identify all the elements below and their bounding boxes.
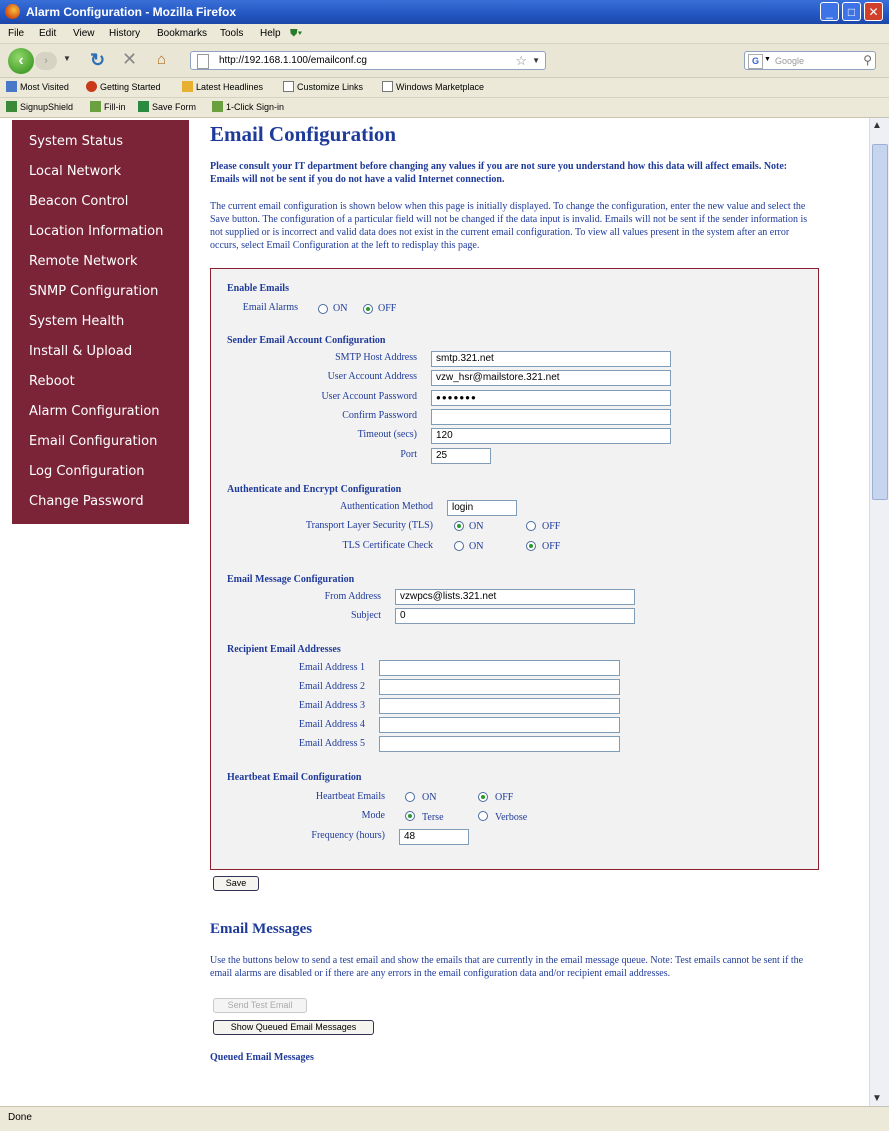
email-messages-text: Use the buttons below to send a test email and show the emails that are currently in the email message queue. Note: Test emails cannot be sent if the email alarms are disabled or if there are any errors in the email configuration data and/or recipient email addresses.: [210, 955, 804, 979]
menu-help[interactable]: Help: [260, 28, 281, 39]
url-bar[interactable]: [190, 51, 546, 70]
email-address-3-label: Email Address 3: [298, 700, 365, 711]
send-test-email-button[interactable]: Send Test Email: [213, 998, 307, 1013]
addon-fill-in[interactable]: Fill-in: [90, 101, 126, 112]
email-address-5-input[interactable]: [379, 736, 620, 752]
nav-local-network[interactable]: Local Network: [29, 164, 122, 179]
forward-button[interactable]: ›: [35, 52, 57, 70]
email-address-2-input[interactable]: [379, 679, 620, 695]
status-bar: [0, 1106, 889, 1131]
page-icon: [382, 81, 393, 92]
maximize-button[interactable]: □: [842, 2, 861, 21]
shield-icon[interactable]: ⛊▾: [290, 28, 303, 39]
home-icon[interactable]: ⌂: [157, 51, 167, 68]
nav-install-upload[interactable]: Install & Upload: [29, 344, 133, 359]
menu-tools[interactable]: Tools: [220, 28, 244, 39]
window-title: Alarm Configuration - Mozilla Firefox: [26, 5, 237, 19]
menu-bar: [0, 24, 889, 44]
subject-input[interactable]: 0: [395, 608, 635, 624]
port-label: Port: [400, 449, 417, 460]
page-icon: [283, 81, 294, 92]
search-icon[interactable]: ⚲: [863, 53, 872, 67]
nav-remote-network[interactable]: Remote Network: [29, 254, 138, 269]
email-alarms-label: Email Alarms: [242, 302, 298, 313]
email-address-4-input[interactable]: [379, 717, 620, 733]
email-alarms-on-label: ON: [333, 303, 348, 314]
page-title: Email Configuration: [210, 122, 397, 146]
tls-on-label: ON: [469, 521, 484, 532]
email-address-1-input[interactable]: [379, 660, 620, 676]
rss-folder-icon: [182, 81, 193, 92]
cert-check-label: TLS Certificate Check: [342, 540, 433, 551]
addon-toolbar: [0, 98, 889, 118]
firefox-icon: [86, 81, 97, 92]
engine-dropdown-icon[interactable]: ▼: [764, 56, 771, 63]
addon-one-click-sign-in[interactable]: 1-Click Sign-in: [212, 101, 284, 112]
email-alarms-on-radio[interactable]: [318, 304, 328, 314]
scroll-up-icon[interactable]: ▲: [872, 120, 882, 131]
heartbeat-emails-label: Heartbeat Emails: [315, 791, 385, 802]
heartbeat-on-label: ON: [422, 792, 437, 803]
timeout-input[interactable]: 120: [431, 428, 671, 444]
bookmark-most-visited[interactable]: Most Visited: [6, 81, 69, 92]
tls-off-radio[interactable]: [526, 521, 536, 531]
warning-text: Please consult your IT department before changing any values if you are not sure you understand how this data will affect emails. Note: Emails will not be sent if you do not have a valid Internet connection.: [210, 161, 788, 185]
page-content: [0, 118, 869, 1106]
mode-label: Mode: [361, 810, 385, 821]
navigation-toolbar: [0, 44, 889, 78]
bookmark-star-icon[interactable]: ☆: [515, 53, 527, 68]
email-alarms-off-radio[interactable]: [363, 304, 373, 314]
heartbeat-on-radio[interactable]: [405, 792, 415, 802]
heartbeat-off-label: OFF: [495, 792, 514, 803]
section-recipients: Recipient Email Addresses: [227, 644, 341, 655]
nav-change-password[interactable]: Change Password: [29, 494, 144, 509]
history-dropdown-icon[interactable]: ▼: [63, 54, 71, 63]
bookmark-getting-started[interactable]: Getting Started: [86, 81, 161, 92]
save-button[interactable]: Save: [213, 876, 259, 891]
email-alarms-off-label: OFF: [378, 303, 397, 314]
section-email-message: Email Message Configuration: [227, 574, 355, 585]
tls-off-label: OFF: [542, 521, 561, 532]
cert-check-on-label: ON: [469, 541, 484, 552]
folder-icon: [6, 81, 17, 92]
firefox-logo-icon: [5, 4, 20, 19]
user-account-label: User Account Address: [327, 371, 417, 382]
cert-check-off-label: OFF: [542, 541, 561, 552]
section-sender-account: Sender Email Account Configuration: [227, 335, 386, 346]
password-input[interactable]: ●●●●●●●: [431, 390, 671, 406]
timeout-label: Timeout (secs): [357, 429, 417, 440]
from-address-label: From Address: [324, 591, 381, 602]
email-address-1-label: Email Address 1: [298, 662, 365, 673]
email-messages-title: Email Messages: [210, 921, 313, 937]
close-button[interactable]: ✕: [864, 2, 883, 21]
menu-history[interactable]: History: [109, 28, 141, 39]
password-label: User Account Password: [321, 391, 417, 402]
page-icon: [197, 54, 209, 69]
url-dropdown-icon[interactable]: ▼: [532, 56, 540, 65]
smtp-host-input[interactable]: smtp.321.net: [431, 351, 671, 367]
nav-reboot[interactable]: Reboot: [29, 374, 75, 389]
shield-icon: [6, 101, 17, 112]
confirm-password-input[interactable]: [431, 409, 671, 425]
mode-verbose-radio[interactable]: [478, 811, 488, 821]
port-input[interactable]: 25: [431, 448, 491, 464]
from-address-input[interactable]: vzwpcs@lists.321.net: [395, 589, 635, 605]
confirm-password-label: Confirm Password: [342, 410, 417, 421]
email-config-form: [210, 268, 819, 870]
reload-icon[interactable]: ↻: [90, 50, 106, 70]
section-enable-emails: Enable Emails: [227, 283, 289, 294]
email-address-3-input[interactable]: [379, 698, 620, 714]
nav-system-health[interactable]: System Health: [29, 314, 125, 329]
nav-beacon-control[interactable]: Beacon Control: [29, 194, 129, 209]
mode-verbose-label: Verbose: [495, 812, 528, 823]
tls-label: Transport Layer Security (TLS): [305, 520, 433, 531]
pen-icon: [90, 101, 101, 112]
smtp-host-label: SMTP Host Address: [335, 352, 417, 363]
addon-signupshield[interactable]: SignupShield: [6, 101, 73, 112]
search-box[interactable]: [744, 51, 876, 70]
queued-messages-title: Queued Email Messages: [210, 1052, 314, 1063]
email-address-5-label: Email Address 5: [298, 738, 365, 749]
nav-system-status[interactable]: System Status: [29, 134, 124, 149]
email-address-2-label: Email Address 2: [298, 681, 365, 692]
email-address-4-label: Email Address 4: [298, 719, 365, 730]
bookmarks-toolbar: [0, 78, 889, 98]
nav-log-configuration[interactable]: Log Configuration: [29, 464, 145, 479]
frequency-input[interactable]: 48: [399, 829, 469, 845]
bookmark-windows-marketplace[interactable]: Windows Marketplace: [382, 81, 484, 92]
section-authenticate-encrypt: Authenticate and Encrypt Configuration: [227, 484, 402, 495]
cert-check-off-radio[interactable]: [526, 541, 536, 551]
google-engine-icon[interactable]: G: [748, 54, 763, 69]
menu-view[interactable]: View: [73, 28, 95, 39]
back-button[interactable]: ‹: [8, 48, 34, 74]
cert-check-on-radio[interactable]: [454, 541, 464, 551]
subject-label: Subject: [351, 610, 381, 621]
frequency-label: Frequency (hours): [311, 830, 385, 841]
window-titlebar: [0, 0, 889, 24]
mode-terse-label: Terse: [422, 812, 444, 823]
left-nav: [12, 120, 189, 524]
auth-method-input[interactable]: login: [447, 500, 517, 516]
mode-terse-radio[interactable]: [405, 811, 415, 821]
nav-alarm-configuration[interactable]: Alarm Configuration: [29, 404, 160, 419]
nav-location-information[interactable]: Location Information: [29, 224, 164, 239]
bookmark-customize-links[interactable]: Customize Links: [283, 81, 363, 92]
tls-on-radio[interactable]: [454, 521, 464, 531]
search-placeholder[interactable]: Google: [775, 56, 805, 66]
scrollbar-thumb[interactable]: [872, 144, 888, 500]
nav-snmp-configuration[interactable]: SNMP Configuration: [29, 284, 159, 299]
show-queued-messages-button[interactable]: Show Queued Email Messages: [213, 1020, 374, 1035]
url-text[interactable]: http://192.168.1.100/emailconf.cg: [219, 55, 367, 66]
scroll-down-icon[interactable]: ▼: [872, 1093, 882, 1104]
addon-save-form[interactable]: Save Form: [138, 101, 196, 112]
user-account-input[interactable]: vzw_hsr@mailstore.321.net: [431, 370, 671, 386]
menu-bookmarks[interactable]: Bookmarks: [157, 28, 208, 39]
minimize-button[interactable]: _: [820, 2, 839, 21]
intro-text: The current email configuration is shown below when this page is initially displayed. To change the configuration, enter the new value and select the Save button. The configuration of a particular field will not be changed if the data input is invalid. Emails will not be sent if the sender information is not supplied or is incorrect and valid data does not exist in the current email configuration. To view all values present in the system after an error occurs, select Email Configuration at the left to redisplay this page.: [210, 201, 808, 251]
vertical-scrollbar[interactable]: [869, 118, 889, 1106]
nav-email-configuration[interactable]: Email Configuration: [29, 434, 158, 449]
status-text: Done: [8, 1112, 32, 1123]
bookmark-latest-headlines[interactable]: Latest Headlines: [182, 81, 263, 92]
pen-icon: [212, 101, 223, 112]
menu-file[interactable]: File: [8, 28, 25, 39]
section-heartbeat: Heartbeat Email Configuration: [227, 772, 362, 783]
heartbeat-off-radio[interactable]: [478, 792, 488, 802]
disk-icon: [138, 101, 149, 112]
menu-edit[interactable]: Edit: [39, 28, 57, 39]
auth-method-label: Authentication Method: [339, 501, 433, 512]
stop-icon[interactable]: ✕: [122, 49, 138, 69]
